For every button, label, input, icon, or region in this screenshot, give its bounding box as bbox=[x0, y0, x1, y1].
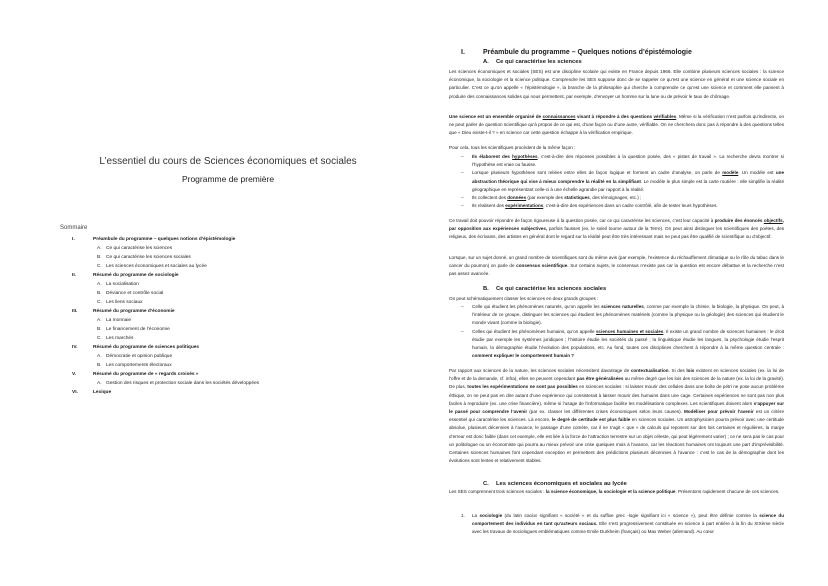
text-run: , c’est-à-dire des expériences dans un cadre contrôlé, afin de tester leurs hypothèses. bbox=[543, 203, 718, 209]
emphasis-text: une abstraction théorique qui vise à mieux comprendre la réalité en la simplifiant bbox=[472, 170, 785, 184]
emphasis-text: consensus scientifique bbox=[516, 263, 568, 269]
paragraph bbox=[449, 295, 784, 303]
text-run: en sciences sociales. Un astrophysicien pourra prévoir avec une certitude absolue, plusieurs décennies à l’avance, le passage d’une comète, car il ne s’agit « que » de calculs qui reposent sur des lois certaines et régulières, la marge d’erreur est donc faible (dans cet exemple, elle est liée à la force de l’attraction terrestre sur un objet céleste, qui peut légèrement varier) ; ce ne sera pas le cas pour un politologue ou un économiste qui pourra au mieux prévoir une crise quelques mois à l’avance, car les réactions humaines ont toujours une part d’imprévisibilité. Certaines sciences humaines font cependant exception et permettent des prédictions plusieurs décennies à l’avance : c’est le cas de la démographie dont les évolutions sont lentes et relativement stables. bbox=[449, 417, 784, 464]
toc-number: A. bbox=[97, 246, 102, 251]
toc-label: Résumé du programme de « regards croisés » bbox=[93, 372, 199, 377]
subsection-title: Ce qui caractérise les sciences sociales bbox=[496, 286, 607, 292]
text-run: , c’est-à-dire des réponses possibles à la question posée, des « pistes de travail ». La recherche devra montrer si l’hypothèse est vraie ou fausse. bbox=[472, 154, 785, 168]
section-title: Préambule du programme – Quelques notions d’épistémologie bbox=[483, 49, 692, 56]
list-item bbox=[449, 512, 784, 537]
list-item bbox=[449, 202, 784, 210]
toc-number: C. bbox=[97, 264, 102, 269]
subsection-number: A. bbox=[483, 59, 489, 65]
emphasis-text: sociologie bbox=[479, 513, 503, 518]
toc-number: C. bbox=[97, 300, 102, 305]
numbered-list bbox=[449, 512, 784, 537]
document-title: L’essentiel du cours de Sciences économiques et sociales bbox=[99, 156, 357, 167]
list-item bbox=[449, 328, 784, 361]
list-marker: – bbox=[461, 328, 464, 334]
text-run: Celle qui étudient les phénomènes naturels, qu’on appelle les bbox=[472, 304, 602, 309]
toc-number: A. bbox=[97, 318, 102, 323]
emphasis-text: lois bbox=[686, 368, 695, 373]
toc-number: IV. bbox=[72, 345, 78, 350]
emphasis-text: socius bbox=[524, 513, 538, 518]
list-item bbox=[449, 194, 784, 202]
text-run: Pour cela, tous les scientifiques procèdent de la même façon : bbox=[449, 145, 576, 150]
toc-label: La socialisation bbox=[106, 282, 139, 287]
toc-number: VI. bbox=[72, 390, 78, 395]
toc-number: A. bbox=[97, 354, 102, 359]
text-run: . Le modèle le plus simple est la carte routière : elle simplifie la réalité géographique en représentant celle-ci à une échelle agrandie par rapport à la réalité. bbox=[472, 178, 784, 192]
toc-label: Résumé du programme de sciences politiques bbox=[93, 345, 200, 350]
paragraph bbox=[449, 488, 784, 496]
toc-number: B. bbox=[97, 291, 102, 296]
toc-heading: Sommaire bbox=[60, 225, 88, 231]
text-run: existent en sciences sociales (ex. la loi de l’offre et de la demande, cf. infra), elles ne peuvent cependant bbox=[449, 368, 784, 382]
toc-label: Résumé du programme d’économie bbox=[93, 309, 175, 314]
text-run: . Il existe un grand nombre de sciences humaines : le droit étudie par exemple les systèmes juridiques ; l’histoire étudie les sociétés du passé ; la linguistique étudie les langues, la psychologie étudie l’esprit humain, la démographie étudie l’évolution des populations, etc. Au fond, toutes ces disciplines cherchent à répondre à la même question centrale : bbox=[472, 328, 784, 351]
emphasis-text: la science économique, la sociologie et la science politique bbox=[545, 489, 676, 494]
text-run: (par exemple des bbox=[526, 195, 565, 201]
text-run: Celles qui étudient les phénomènes humains, qu’on appelle bbox=[472, 328, 596, 334]
paragraph bbox=[449, 367, 784, 465]
text-run: (du latin bbox=[502, 513, 525, 518]
text-run: Les sciences économiques et sociales (SES) est une discipline scolaire qui existe en France depuis 1966. Elle combine plusieurs sciences sociales : la science économique, la sociologie et la science politique. Comprendre les SES suppose donc de se rappeler ce qu’est une science en général et une science sociale en particulier. C’est ce qu’on appelle « l’épistémologie », la branche de la philosophie qui cherche à comprendre ce qu’est une science et comment elle parvient à produire des connaissances solides qui nous permettent, par exemple, d’envoyer un homme sur la lune ou de prévoir le taux de chômage. bbox=[449, 69, 784, 99]
text-run: La bbox=[472, 513, 480, 518]
section-number: I. bbox=[461, 49, 465, 56]
paragraph bbox=[449, 144, 784, 152]
paragraph bbox=[449, 254, 784, 279]
text-run: parfois fausses (ex. le soleil tourne autour de la Terre). On peut ainsi distinguer les scientifiques des poètes, des religieux, des écrivains, des artistes en général dont le regard sur la réalité peut être très intéressant mais ne peut pas être qualifié de scientifique ou d’objectif. bbox=[449, 226, 784, 240]
emphasis-text: pas être généralisées bbox=[576, 376, 624, 382]
list-marker: – bbox=[461, 170, 464, 176]
toc-number: B. bbox=[97, 255, 102, 260]
toc-number: II. bbox=[72, 273, 76, 278]
toc-label: Lexique bbox=[93, 390, 112, 395]
text-run: Par rapport aux sciences de la nature, les sciences sociales nécessitent davantage de bbox=[449, 368, 631, 373]
emphasis-text: le degré de certitude est plus faible bbox=[551, 417, 631, 423]
text-run: . Un modèle est bbox=[738, 170, 776, 176]
emphasis-text: visant à répondre à des questions bbox=[575, 114, 654, 119]
text-run: Ils réalisent des bbox=[472, 203, 506, 209]
list-marker: – bbox=[461, 195, 464, 201]
toc-label: Résumé du programme de sociologie bbox=[93, 273, 179, 278]
emphasis-text: sciences naturelles bbox=[601, 304, 644, 309]
toc-number: C. bbox=[97, 336, 102, 341]
subsection-title: Les sciences économiques et sociales au lycée bbox=[496, 481, 627, 487]
text-run: Lorsque plusieurs hypothèses sont reliées entre elles de façon logique et forment un cadre d’analyse, on parle de bbox=[472, 170, 723, 176]
text-run: . Si des bbox=[668, 368, 687, 373]
toc-label: Les marchés bbox=[106, 336, 134, 341]
emphasis-text: hypothèses bbox=[512, 154, 538, 159]
emphasis-text: vérifiables bbox=[653, 114, 677, 119]
emphasis-text: expérimentations bbox=[505, 203, 544, 209]
emphasis-text: Ils élaborent des bbox=[472, 154, 513, 159]
text-run: , comme par exemple la chimie, la biologie, la physique. On peut, à l’intérieur de ce groupe, distinguer les sciences qui étudient les phénomènes matériels (comme la physique ou la géologie) des sciences qui étudient le monde vivant (comme la biologie). bbox=[472, 304, 785, 326]
list-marker: – bbox=[461, 154, 464, 159]
emphasis-text: comment expliquer le comportement humain ? bbox=[472, 353, 575, 359]
paragraph bbox=[449, 217, 784, 242]
text-run: en sciences sociales : si laisser mourir des cellules dans une boîte de pétri ne pose aucun problème éthique, on ne peut pas en dire autant d’une expérience qui consisterait à laisser mourir des humains dans une cage. Certaines expériences ne sont pas non plus faciles à reproduire (ex. une crise financière), même si l’usage de l’informatique facilite les modélisations complexes. Les scientifiques doivent alors bbox=[449, 384, 784, 406]
toc-number: A. bbox=[97, 282, 102, 287]
text-run: Lorsque, sur un sujet donné, un grand nombre de scientifiques sont du même avis (par exemple, l’existence du réchauffement climatique ou le rôle du tabac dans le cancer du poumon) on parle de bbox=[449, 255, 784, 269]
content-page bbox=[414, 0, 828, 586]
subsection-number: C. bbox=[483, 481, 489, 487]
emphasis-text: Modéliser pour prévoir l’avenir bbox=[684, 409, 754, 415]
emphasis-text: sciences humaines et sociales bbox=[595, 328, 664, 334]
toc-label: Gestion des risques et protection sociale dans les sociétés développées bbox=[106, 381, 260, 386]
text-run: au même degré que les lois des sciences de la nature (ex. la loi de la gravité). De plus, bbox=[449, 376, 784, 390]
toc-label: Les sciences économiques et sociales au lycée bbox=[106, 264, 207, 269]
emphasis-text: objectifs bbox=[763, 218, 783, 223]
text-run: est un critère essentiel qui caractérise les sciences. Là encore, bbox=[449, 409, 784, 423]
emphasis-text: science du comportement des individus en tant qu’acteurs sociaux. bbox=[472, 513, 784, 527]
emphasis-text: Une science est un ensemble organisé de bbox=[449, 114, 543, 119]
toc-number: V. bbox=[72, 372, 77, 377]
toc-number: B. bbox=[97, 327, 102, 332]
emphasis-text: statistiques bbox=[564, 195, 590, 201]
bullet-list bbox=[449, 303, 784, 360]
subsection-number: B. bbox=[483, 286, 489, 292]
text-run: . Sur certains sujets, le consensus n’existe pas car la question est encore débattue et la recherche n’est pas assez avancée. bbox=[449, 263, 784, 277]
emphasis-text: toutes les expérimentations ne sont pas possibles bbox=[467, 384, 578, 390]
subsection-title: Ce qui caractérise les sciences bbox=[496, 59, 582, 65]
toc-label: Ce qui caractérise les sciences bbox=[106, 246, 173, 251]
toc-number: A. bbox=[97, 381, 102, 386]
emphasis-text: connaissances bbox=[542, 114, 576, 119]
text-run: Ce travail doit pouvoir répondre de façon rigoureuse à la question posée, car ce qui caractérise les sciences, c’est leur capacité à bbox=[449, 218, 715, 223]
list-item bbox=[449, 303, 784, 328]
list-marker: – bbox=[461, 304, 464, 309]
text-run: Les SES comprennent trois sciences sociales : bbox=[449, 489, 546, 494]
paragraph bbox=[449, 113, 784, 138]
list-item bbox=[449, 169, 784, 194]
list-marker: – bbox=[461, 203, 464, 209]
text-run: . Même si la vérification n’est parfois qu’indirecte, on ne peut parler de question scientifique qu’à propos de ce qui est, d’une façon ou d’une autre, vérifiable. On ne cherchera donc pas à répondre à des questions telles que « Dieu existe-t-il ? » en science car cette question échappe à la vérification empirique. bbox=[449, 114, 785, 136]
emphasis-text: contextualisation bbox=[630, 368, 669, 373]
text-run: . Présentons rapidement chacune de ces sciences. bbox=[675, 489, 780, 494]
emphasis-text: , par opposition aux expériences subjectives, bbox=[449, 218, 785, 232]
toc-label: Les liens sociaux bbox=[106, 300, 143, 305]
emphasis-text: produire des énoncés bbox=[714, 218, 764, 223]
toc-label: Les comportements électoraux bbox=[106, 363, 172, 368]
paragraph bbox=[449, 68, 784, 101]
toc-label: Préambule du programme – quelques notions d’épistémologie bbox=[93, 237, 236, 242]
toc-label: Le financement de l’économie bbox=[106, 327, 170, 332]
emphasis-text: données bbox=[507, 195, 527, 201]
toc-label: Déviance et contrôle social bbox=[106, 291, 164, 296]
text-run: signifiant « société » et du suffixe grec -logie signifiant ici « science »), peut être définie comme la bbox=[537, 513, 760, 518]
bullet-list bbox=[449, 153, 784, 210]
document-subtitle: Programme de première bbox=[181, 174, 275, 184]
text-run: On peut schématiquement classer les sciences en deux grands groupes : bbox=[449, 296, 599, 301]
toc-label: Ce qui caractérise les sciences sociales bbox=[106, 255, 191, 260]
list-item bbox=[449, 153, 784, 169]
emphasis-text: modèle bbox=[722, 170, 739, 176]
toc-number: B. bbox=[97, 363, 102, 368]
text-run: Ils collectent des bbox=[472, 195, 508, 201]
list-marker: 1. bbox=[461, 513, 465, 518]
text-run: , des témoignages, etc.) ; bbox=[589, 195, 642, 201]
emphasis-text: s’appuyer sur le passé pour comprendre l’avenir bbox=[449, 400, 784, 415]
toc-number: III. bbox=[72, 309, 78, 314]
toc-label: La monnaie bbox=[106, 318, 132, 323]
toc-label: Démocratie et opinion publique bbox=[106, 354, 173, 359]
text-run: Elle s’est progressivement constituée en science à part entière à la fin du XIXème siècle avec les travaux de sociologues emblématiques comme Emile Durkheim (français) ou Max Weber (allemand). Au cœur bbox=[472, 521, 784, 535]
text-run: (par ex. classer les différentes crises économiques selon leurs causes). bbox=[527, 409, 685, 415]
toc-number: I. bbox=[72, 237, 75, 242]
